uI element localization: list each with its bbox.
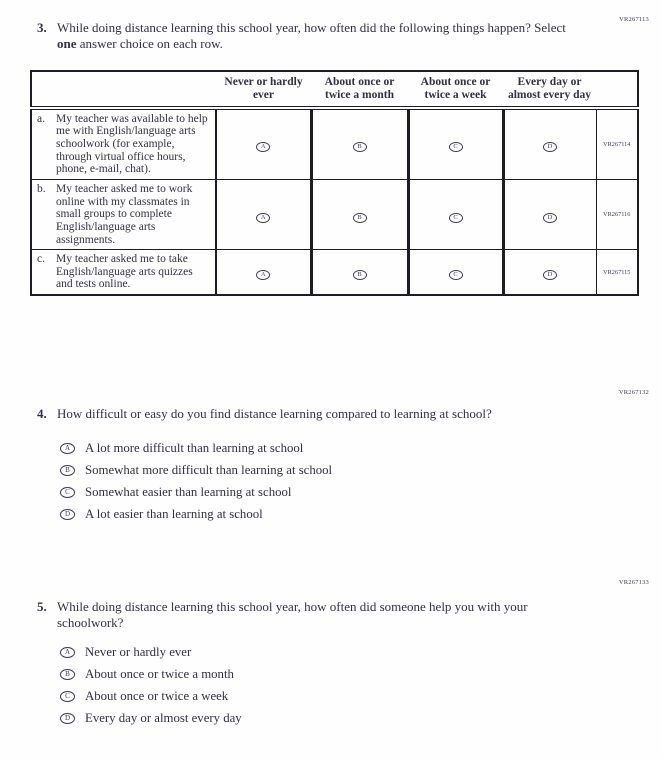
row-a-stem bbox=[31, 108, 216, 180]
q4-option-a-label: A lot more difficult than learning at school bbox=[85, 440, 304, 455]
table-header-vr-blank bbox=[596, 71, 638, 108]
row-c-cell-week bbox=[408, 250, 503, 295]
radio-q5-option-b[interactable]: B bbox=[60, 669, 75, 680]
table-header-month: About once or twice a month bbox=[311, 71, 408, 108]
q5-option-b bbox=[60, 663, 242, 685]
question-4-text: How difficult or easy do you find distance learning compared to learning at school? bbox=[57, 406, 492, 421]
question-5-number: 5. bbox=[37, 599, 47, 614]
question-3-text-bold: one bbox=[57, 35, 77, 51]
q4-option-c-label: Somewhat easier than learning at school bbox=[85, 484, 292, 499]
question-4-number: 4. bbox=[37, 406, 47, 421]
radio-row-c-option-a[interactable]: A bbox=[256, 270, 270, 280]
radio-q4-option-d[interactable]: D bbox=[60, 509, 75, 520]
q4-option-a bbox=[60, 437, 332, 459]
radio-row-a-option-a[interactable]: A bbox=[256, 142, 270, 152]
radio-row-c-option-d[interactable]: D bbox=[543, 270, 557, 280]
table-header-everyday: Every day or almost every day bbox=[503, 71, 596, 108]
radio-row-b-option-d[interactable]: D bbox=[543, 213, 557, 223]
radio-row-b-option-c[interactable]: C bbox=[449, 213, 463, 223]
vr-code-q5: VR267133 bbox=[618, 579, 649, 586]
q4-option-b bbox=[60, 459, 332, 481]
radio-row-a-option-c[interactable]: C bbox=[449, 142, 463, 152]
row-b-cell-never bbox=[216, 179, 311, 249]
row-c-letter: c. bbox=[37, 253, 45, 266]
q4-option-b-label: Somewhat more difficult than learning at school bbox=[85, 462, 333, 477]
q4-option-d-label: A lot easier than learning at school bbox=[85, 506, 263, 521]
radio-q4-option-c[interactable]: C bbox=[60, 487, 75, 498]
row-b-cell-week bbox=[408, 179, 503, 249]
q5-option-d bbox=[60, 707, 242, 729]
row-a-cell-everyday bbox=[503, 108, 596, 180]
row-b-cell-month bbox=[311, 179, 408, 249]
radio-q4-option-b[interactable]: B bbox=[60, 465, 75, 476]
table-row-b bbox=[31, 179, 638, 249]
row-c-vr-code: VR267115 bbox=[596, 250, 638, 295]
row-c-stem bbox=[31, 250, 216, 295]
row-a-cell-week bbox=[408, 108, 503, 180]
question-3-text-pre: While doing distance learning this school year, how often did the following things happen? Select bbox=[57, 20, 566, 35]
q5-option-a bbox=[60, 641, 242, 663]
question-4-options bbox=[60, 437, 332, 525]
question-5-text: While doing distance learning this school year, how often did someone help you with your schoolwork? bbox=[57, 599, 528, 630]
row-c-cell-everyday bbox=[503, 250, 596, 295]
table-header-row bbox=[31, 71, 638, 108]
row-b-stem bbox=[31, 179, 216, 249]
radio-row-a-option-b[interactable]: B bbox=[353, 142, 367, 152]
q5-option-d-label: Every day or almost every day bbox=[85, 710, 242, 725]
row-a-vr-code: VR267114 bbox=[596, 108, 638, 180]
vr-code-q3: VR267113 bbox=[619, 16, 649, 23]
question-3-text-post: answer choice on each row. bbox=[76, 35, 223, 51]
radio-row-b-option-a[interactable]: A bbox=[256, 213, 270, 223]
question-5-options bbox=[60, 641, 242, 729]
row-a-letter: a. bbox=[37, 112, 45, 125]
row-c-cell-month bbox=[311, 250, 408, 295]
question-3-text bbox=[57, 20, 567, 52]
table-row-c bbox=[31, 250, 638, 295]
radio-q5-option-d[interactable]: D bbox=[60, 713, 75, 724]
row-b-vr-code: VR267116 bbox=[596, 179, 638, 249]
row-a-text: My teacher was available to help me with English/language arts schoolwork (for example, through virtual office hours, phone, e-mail, chat). bbox=[56, 112, 208, 176]
row-a-cell-never bbox=[216, 108, 311, 180]
radio-row-c-option-c[interactable]: C bbox=[449, 270, 463, 280]
row-b-cell-everyday bbox=[503, 179, 596, 249]
table-header-blank bbox=[31, 71, 216, 108]
question-3-number: 3. bbox=[37, 20, 47, 35]
row-b-letter: b. bbox=[37, 182, 46, 195]
row-c-text: My teacher asked me to take English/language arts quizzes and tests online. bbox=[56, 253, 193, 291]
q5-option-c bbox=[60, 685, 242, 707]
q4-option-c bbox=[60, 481, 332, 503]
q5-option-b-label: About once or twice a month bbox=[85, 666, 234, 681]
radio-row-a-option-d[interactable]: D bbox=[543, 142, 557, 152]
q4-option-d bbox=[60, 503, 332, 525]
radio-row-b-option-b[interactable]: B bbox=[353, 213, 367, 223]
frequency-table bbox=[30, 70, 639, 296]
table-row-a bbox=[31, 108, 638, 180]
q5-option-a-label: Never or hardly ever bbox=[85, 644, 192, 659]
question-4 bbox=[37, 406, 637, 422]
radio-q5-option-c[interactable]: C bbox=[60, 691, 75, 702]
table-header-week: About once or twice a week bbox=[408, 71, 503, 108]
radio-q4-option-a[interactable]: A bbox=[60, 443, 75, 454]
radio-row-c-option-b[interactable]: B bbox=[353, 270, 367, 280]
row-a-cell-month bbox=[311, 108, 408, 180]
question-3 bbox=[37, 20, 567, 52]
radio-q5-option-a[interactable]: A bbox=[60, 647, 75, 658]
q5-option-c-label: About once or twice a week bbox=[85, 688, 229, 703]
vr-code-q4: VR267132 bbox=[618, 389, 649, 396]
table-header-never: Never or hardly ever bbox=[216, 71, 311, 108]
row-c-cell-never bbox=[216, 250, 311, 295]
question-5 bbox=[37, 599, 567, 631]
row-b-text: My teacher asked me to work online with my classmates in small groups to complete English/language arts assignments. bbox=[56, 182, 193, 246]
